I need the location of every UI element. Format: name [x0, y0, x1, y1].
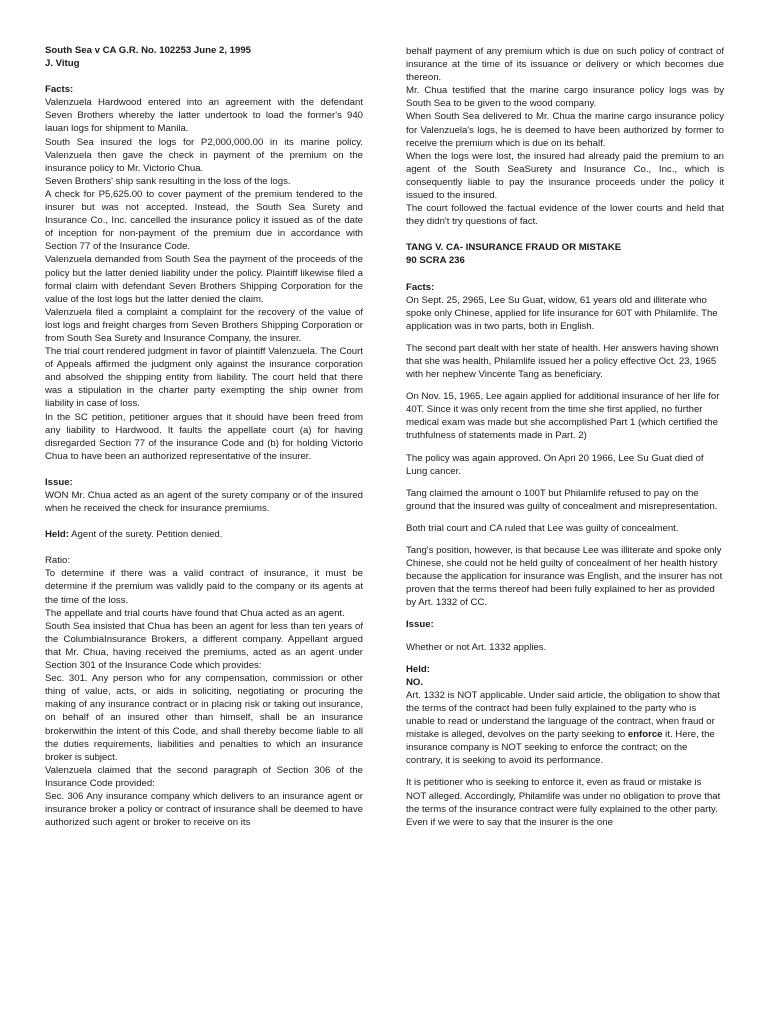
continuation-paragraph: The court followed the factual evidence of the lower courts and held that they didn't try questions of fact.: [406, 203, 724, 228]
facts-paragraph: Both trial court and CA ruled that Lee was guilty of concealment.: [406, 522, 679, 534]
facts-paragraph: A check for P5,625.00 to cover payment of the premium tendered to the insurer but was not accepted. Instead, the South Sea Surety and Insurance Co., Inc. cancelled the insurance policy it issued as of the date of inception for non-payment of the premium due in accordance with Section 77 of the Insurance Code.: [45, 188, 363, 253]
continuation-paragraph: behalf payment of any premium which is due on such policy of contract of insurance at the time of its issuance or delivery or which becomes due thereon.: [406, 46, 724, 84]
held-emphasis: enforce: [627, 729, 663, 741]
ratio-paragraph: Valenzuela claimed that the second paragraph of Section 306 of the Insurance Code provided:: [45, 764, 363, 789]
facts-paragraph: In the SC petition, petitioner argues that it should have been freed from any liability to Hardwood. It faults the appellate court (a) for having disregarded Section 77 of the insurance Code and (b) for holding Victorio Chua to have been an authorized representative of the insurer.: [45, 411, 363, 462]
issue-text: Whether or not Art. 1332 applies.: [406, 641, 547, 653]
justice-name: J. Vitug: [45, 58, 80, 70]
ratio-paragraph: The appellate and trial courts have found that Chua acted as an agent.: [45, 607, 345, 619]
facts-paragraph: The second part dealt with her state of health. Her answers having shown that she was health, Philamlife issued her a policy effective Oct. 23, 1965 with her nephew Vincente Tang as beneficiary.: [406, 342, 719, 381]
facts-paragraph: Seven Brothers' ship sank resulting in the loss of the logs.: [45, 175, 291, 187]
ratio-paragraph: Sec. 306 Any insurance company which delivers to an insurance agent or insurance broker a policy or contract of insurance shall be deemed to have authorized such agent or broker to receive on its: [45, 790, 363, 829]
issue-text: WON Mr. Chua acted as an agent of the surety company or of the insured when he received the check for insurance premiums.: [45, 490, 363, 515]
held-heading: Held:: [406, 663, 430, 675]
facts-paragraph: Valenzuela filed a complaint a complaint for the recovery of the value of lost logs and freight charges from Seven Brothers Shipping Corporation or from South Sea Surety and Insurance Company, the insurer.: [45, 306, 363, 344]
issue-heading: Issue:: [406, 619, 434, 631]
facts-paragraph: Valenzuela demanded from South Sea the payment of the proceeds of the policy but the latter denied liability under the policy. Plaintiff likewise filed a formal claim with defendant Seven Brothers Shipping Corporation for the value of the lost logs but the latter denied the claim.: [45, 254, 363, 305]
held-answer: NO.: [406, 676, 424, 688]
held-label: Held:: [45, 529, 69, 541]
facts-heading: Facts:: [45, 84, 74, 96]
facts-paragraph: Tang's position, however, is that because Lee was illiterate and spoke only Chinese, she could not be held guilty of concealment of her health history because the application for insurance was English, and the insurer has not proven that the terms thereof had been fully explained to her as provided by Art. 1332 of CC.: [406, 545, 723, 609]
facts-paragraph: The trial court rendered judgment in favor of plaintiff Valenzuela. The Court of Appeals affirmed the judgment only against the insurance corporation and absolved the shipping entity from liability. The court held that there was a stipulation in the charter party exempting the ship owner from liability in case of loss.: [45, 346, 363, 410]
case-citation: 90 SCRA 236: [406, 255, 465, 267]
facts-paragraph: Tang claimed the amount o 100T but Philamlife refused to pay on the ground that the insured was guilty of concealment and misrepresentation.: [406, 487, 718, 512]
held-text: it. Here, the insurance company is NOT seeking to enforce the contract; on the contrary, it is seeking to avoid its performance.: [406, 729, 715, 767]
ratio-paragraph: To determine if there was a valid contract of insurance, it must be determine if the premium was validly paid to the company or its agents at the time of the loss.: [45, 568, 363, 606]
case-title-tang: TANG V. CA- INSURANCE FRAUD OR MISTAKE: [406, 242, 622, 254]
facts-paragraph: The policy was again approved. On Apri 20 1966, Lee Su Guat died of Lung cancer.: [406, 452, 704, 477]
continuation-paragraph: When the logs were lost, the insured had already paid the premium to an agent of the South SeaSurety and Insurance Co., Inc., which is consequently liable to pay the insurance proceeds under the policy it issued to the insured.: [406, 150, 724, 202]
left-column: [45, 44, 363, 829]
held-text: Agent of the surety. Petition denied.: [68, 529, 223, 541]
facts-paragraph: On Sept. 25, 2965, Lee Su Guat, widow, 61 years old and illiterate who spoke only Chinese, applied for life insurance for 60T with Philamlife. The application was in two parts, both in English.: [406, 294, 718, 332]
facts-paragraph: On Nov. 15, 1965, Lee again applied for additional insurance of her life for 40T. Since it was only recent from the time she first applied, no further medical exam was made but she accomplished Part 1 (which certified the truthfulness of statements made in Part. 2): [406, 391, 720, 442]
issue-heading: Issue:: [45, 476, 73, 488]
continuation-paragraph: When South Sea delivered to Mr. Chua the marine cargo insurance policy for Valenzuela's logs, he is deemed to have been authorized by former to receive the premium which is due on its behalf.: [406, 111, 724, 149]
facts-heading: Facts:: [406, 281, 435, 293]
facts-paragraph: South Sea insured the logs for P2,000,000.00 in its marine policy. Valenzuela then gave the check in payment of the premium on the insurance policy to Mr. Victorio Chua.: [45, 136, 363, 174]
held-line: [45, 528, 363, 541]
case-title-south-sea: South Sea v CA G.R. No. 102253 June 2, 1995: [45, 45, 251, 56]
held-text: Art. 1332 is NOT applicable. Under said article, the obligation to show that the terms of the contract had been fully explained to the party who is unable to read or understand the language of the contract, when fraud or mistake is alleged, devolves on the party seeking to: [406, 689, 720, 741]
held-paragraph: [406, 689, 724, 768]
ratio-paragraph: Sec. 301. Any person who for any compensation, commission or other thing of value, acts, or aids in soliciting, negotiating or procuring the making of any insurance contract or in placing risk or taking out insurance, on behalf of an insured other than himself, shall be an insurance brokerwithin the intent of this Code, and shall thereby become liable to all the duties requirements, liabilities and penalties to which an insurance broker is subject.: [45, 673, 363, 763]
ratio-heading: Ratio:: [45, 555, 71, 567]
right-column: [406, 45, 724, 829]
facts-paragraph: Valenzuela Hardwood entered into an agreement with the defendant Seven Brothers whereby the latter undertook to load the former's 940 lauan logs for shipment to Manila.: [45, 97, 363, 135]
held-paragraph: It is petitioner who is seeking to enforce it, even as fraud or mistake is NOT alleged. Accordingly, Philamlife was under no obligation to prove that the terms of the insurance contract were fully explained to the other party. Even if we were to say that the insurer is the one: [406, 777, 721, 828]
ratio-paragraph: South Sea insisted that Chua has been an agent for less than ten years of the ColumbiaInsurance Brokers, a different company. Appellant argued that Mr. Chua, having received the premiums, acted as an agent under Section 301 of the Insurance Code which provides:: [45, 620, 363, 672]
continuation-paragraph: Mr. Chua testified that the marine cargo insurance policy logs was by South Sea to be given to the wood company.: [406, 85, 724, 110]
